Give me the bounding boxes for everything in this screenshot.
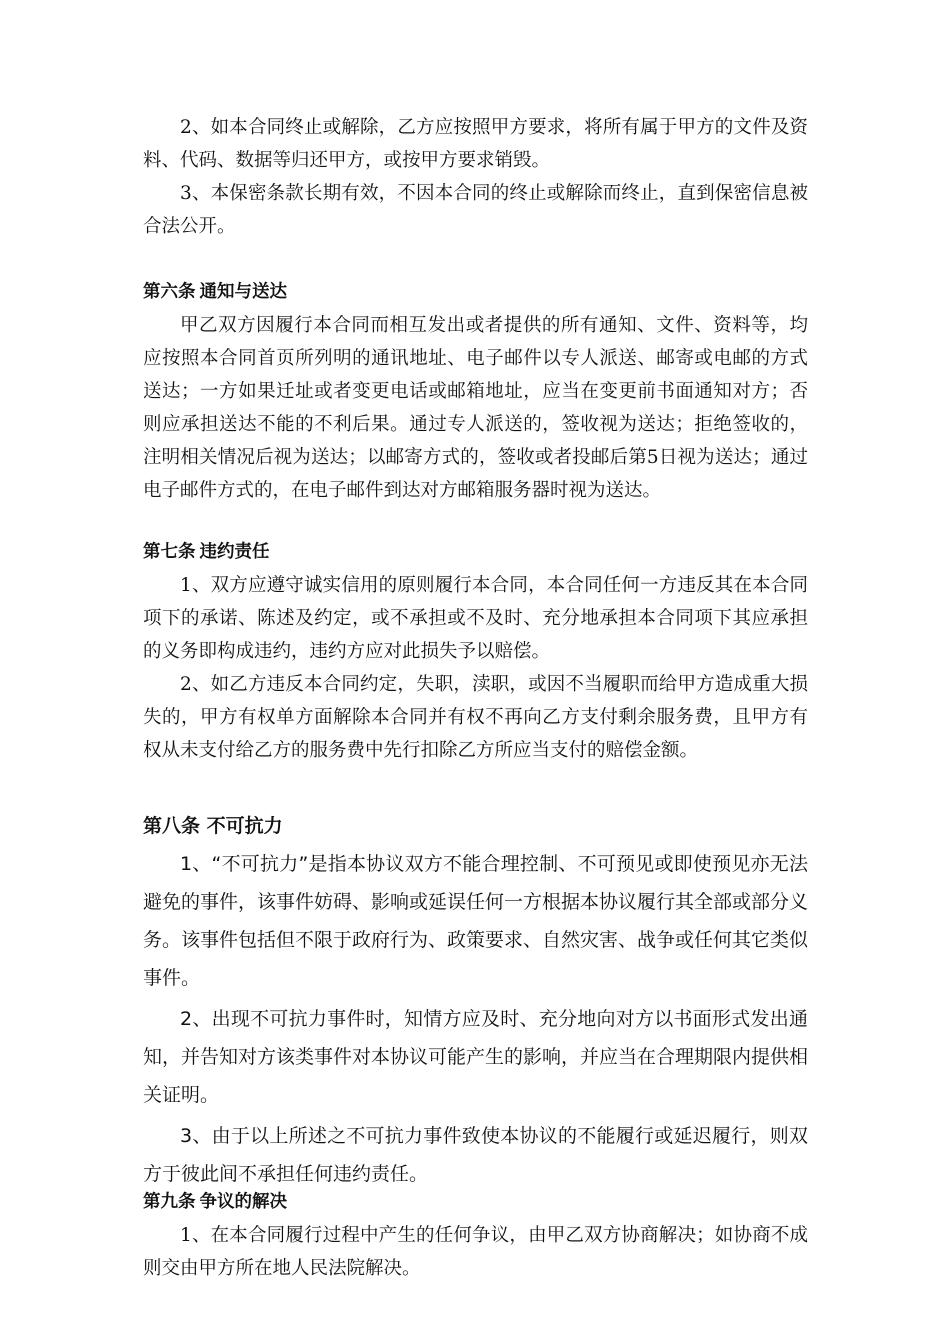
art7-paragraph-2: 2、如乙方违反本合同约定，失职，渎职，或因不当履职而给甲方造成重大损失的，甲方有权单方面解除本合同并有权不再向乙方支付剩余服务费，且甲方有权从未支付给乙方的服务费中先行扣除乙方所应当支付的赔偿金额。 [143, 674, 808, 761]
art7-heading-number: 第七条 [143, 542, 196, 562]
art5-paragraph-2: 2、如本合同终止或解除，乙方应按照甲方要求，将所有属于甲方的文件及资料、代码、数据等归还甲方，或按甲方要求销毁。 [143, 117, 808, 171]
art6-heading [143, 278, 287, 306]
art6-paragraph-1: 甲乙双方因履行本合同而相互发出或者提供的所有通知、文件、资料等，均应按照本合同首页所列明的通讯地址、电子邮件以专人派送、邮寄或电邮的方式送达；一方如果迁址或者变更电话或邮箱地址，应当在变更前书面通知对方；否则应承担送达不能的不利后果。通过专人派送的，签收视为送达；拒绝签收的，注明相关情况后视为送达；以邮寄方式的，签收或者投邮后第5日视为送达；通过电子邮件方式的，在电子邮件到达对方邮箱服务器时视为送达。 [143, 315, 808, 501]
art6-heading-title: 通知与送达 [199, 282, 287, 302]
art8-paragraph-1: 1、“不可抗力”是指本协议双方不能合理控制、不可预见或即使预见亦无法避免的事件，该事件妨碍、影响或延误任何一方根据本协议履行其全部或部分义务。该事件包括但不限于政府行为、政策要求、自然灾害、战争或任何其它类似事件。 [143, 853, 809, 989]
art8-paragraph-2: 2、出现不可抗力事件时，知情方应及时、充分地向对方以书面形式发出通知，并告知对方该类事件对本协议可能产生的影响，并应当在合理期限内提供相关证明。 [143, 1008, 809, 1106]
art5-paragraph-3: 3、本保密条款长期有效，不因本合同的终止或解除而终止，直到保密信息被合法公开。 [143, 183, 808, 237]
art6-heading-number: 第六条 [143, 282, 196, 302]
art9-paragraph-1: 1、在本合同履行过程中产生的任何争议，由甲乙双方协商解决；如协商不成则交由甲方所在地人民法院解决。 [143, 1225, 808, 1279]
art9-heading-number: 第九条 [143, 1192, 196, 1212]
art9-heading [143, 1188, 287, 1216]
art8-paragraph-3: 3、由于以上所述之不可抗力事件致使本协议的不能履行或延迟履行，则双方于彼此间不承担任何违约责任。 [143, 1125, 808, 1185]
art9-heading-title: 争议的解决 [199, 1192, 287, 1212]
art8-heading: 第八条 不可抗力 [143, 815, 283, 837]
art7-paragraph-1: 1、双方应遵守诚实信用的原则履行本合同，本合同任何一方违反其在本合同项下的承诺、陈述及约定，或不承担或不及时、充分地承担本合同项下其应承担的义务即构成违约，违约方应对此损失予以赔偿。 [143, 575, 808, 662]
art7-heading-title: 违约责任 [199, 542, 270, 562]
art7-heading [143, 538, 270, 566]
